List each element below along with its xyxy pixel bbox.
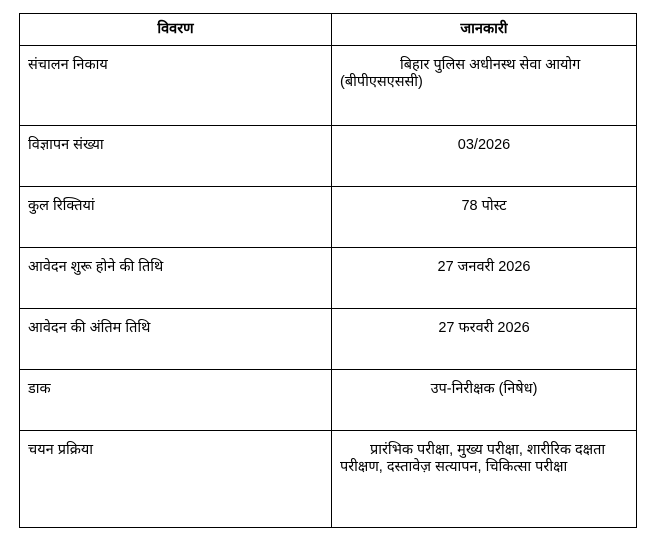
row-value-selection-process xyxy=(332,431,637,528)
table-row xyxy=(20,46,637,126)
row-label-application-start-date: आवेदन शुरू होने की तिथि xyxy=(20,248,332,309)
header-information: जानकारी xyxy=(332,14,637,46)
row-value-conducting-body xyxy=(332,46,637,126)
row-label-post: डाक xyxy=(20,370,332,431)
table-row xyxy=(20,370,637,431)
row-value-application-start-date: 27 जनवरी 2026 xyxy=(332,248,637,309)
row-label-application-last-date: आवेदन की अंतिम तिथि xyxy=(20,309,332,370)
row-value-total-vacancies: 78 पोस्ट xyxy=(332,187,637,248)
row-value-text: बिहार पुलिस अधीनस्थ सेवा आयोग (बीपीएसएससी) xyxy=(340,57,581,90)
header-detail: विवरण xyxy=(20,14,332,46)
row-label-total-vacancies: कुल रिक्तियां xyxy=(20,187,332,248)
row-label-selection-process: चयन प्रक्रिया xyxy=(20,431,332,528)
table-header-row xyxy=(20,14,637,46)
table-row xyxy=(20,248,637,309)
table-row xyxy=(20,431,637,528)
recruitment-info-table xyxy=(19,13,637,528)
row-value-application-last-date: 27 फरवरी 2026 xyxy=(332,309,637,370)
row-label-advertisement-number: विज्ञापन संख्या xyxy=(20,126,332,187)
row-value-advertisement-number: 03/2026 xyxy=(332,126,637,187)
table-row xyxy=(20,126,637,187)
row-label-conducting-body: संचालन निकाय xyxy=(20,46,332,126)
table-row xyxy=(20,309,637,370)
table-row xyxy=(20,187,637,248)
row-value-post: उप-निरीक्षक (निषेध) xyxy=(332,370,637,431)
row-value-text: प्रारंभिक परीक्षा, मुख्य परीक्षा, शारीरिक दक्षता परीक्षण, दस्तावेज़ सत्यापन, चिकित्सा परीक्षा xyxy=(340,442,606,475)
